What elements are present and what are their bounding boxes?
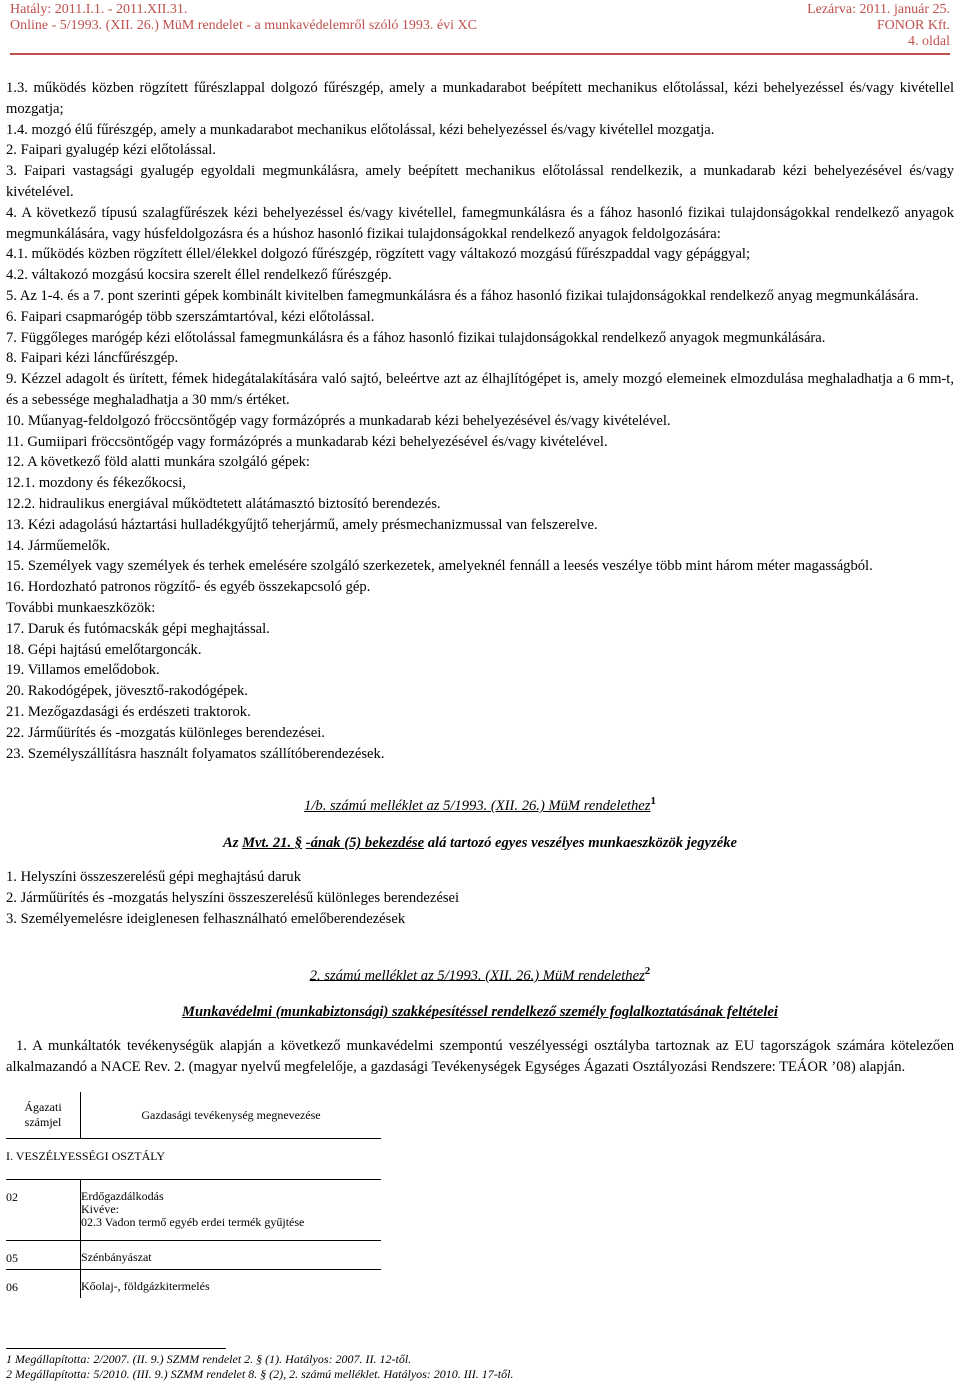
list-item: 22. Járműürítés és -mozgatás különleges berendezései. (6, 724, 325, 741)
annex-1b-heading (6, 790, 954, 817)
mvt-link[interactable]: Mvt. 21. § (242, 835, 303, 852)
annex-1a-list (6, 78, 954, 764)
list-item: 18. Gépi hajtású emelőtargoncák. (6, 641, 202, 658)
list-item: 12. A következő föld alatti munkára szolgáló gépek: (6, 454, 310, 471)
list-item: 4.1. működés közben rögzített éllel/élekkel dolgozó fűrészgép, rögzített vagy váltakozó mozgású fűrészpaddal vagy gépággyal; (6, 246, 751, 263)
list-item: 14. Járműemelők. (6, 537, 111, 554)
annex-2-paragraph: 1. A munkáltatók tevékenységük alapján a következő munkavédelmi szempontú veszélyességi osztályba tartoznak az EU tagországok számára kötelezően alkalmazandó a NACE Rev. 2. (magyar nyelvű megfelelője, a gazdasági Tevékenységek Egységes Ágazati Osztályozási Rendszere: TEÁOR ’08) alapján. (6, 1038, 954, 1076)
list-item: 10. Műanyag-feldolgozó fröccsöntőgép vagy formázóprés a munkadarab kézi behelyezésével és/vagy kivételével. (6, 412, 671, 429)
validity-text: Hatály: 2011.I.1. - 2011.XII.31. (10, 2, 188, 17)
paragraph-link[interactable]: -ának (5) bekezdése (305, 835, 425, 852)
header-divider (10, 53, 950, 55)
list-item: 20. Rakodógépek, jövesztő-rakodógépek. (6, 683, 248, 700)
footnote-2: 2 Megállapította: 5/2010. (III. 9.) SZMM rendelet 8. § (2), 2. számú melléklet. Hatályos: 2010. III. 17-től. (6, 1367, 514, 1381)
annex-1b-heading-text[interactable]: 1/b. számú melléklet az 5/1993. (XII. 26.) MüM rendelethez (304, 798, 651, 815)
header-code-line: számjel (24, 1115, 62, 1129)
table-row (6, 1180, 381, 1241)
annex-1b-item: 2. Járműürítés és -mozgatás helyszíni összeszerelésű különleges berendezései (6, 889, 460, 906)
list-item: 9. Kézzel adagolt és ürített, fémek hidegátalakítására való sajtó, beleértve azt az élhajlítógépet is, amely mozgó elemeinek elmozdulása meghaladhatja a 6 mm-t, és a sebessége meghaladhatja a 30 mm/s értéket. (6, 371, 954, 408)
document-body (6, 78, 954, 1298)
list-item: 3. Faipari vastagsági gyalugép egyoldali megmunkálásra, amely beépített mechanikus előtolással rendelkezik, a munkadarab kézi behelyezésével és/vagy kivételével. (6, 163, 954, 200)
list-item: 21. Mezőgazdasági és erdészeti traktorok. (6, 703, 251, 720)
footnote-ref-2[interactable]: 2 (644, 964, 651, 977)
list-item: 4.2. váltakozó mozgású kocsira szerelt éllel rendelkező fűrészgép. (6, 267, 392, 284)
title-rest: alá tartozó egyes veszélyes munkaeszközök jegyzéke (424, 835, 737, 852)
section-label: I. VESZÉLYESSÉGI OSZTÁLY (6, 1139, 381, 1180)
table-row (6, 1241, 381, 1270)
row-name-line: Erdőgazdálkodás (81, 1189, 164, 1203)
row-name-line: Kivéve: (81, 1202, 119, 1216)
header-right (807, 2, 950, 50)
row-code: 06 (6, 1270, 81, 1299)
footnote-ref-1[interactable]: 1 (650, 795, 656, 808)
row-name: Szénbányászat (81, 1241, 382, 1270)
annex-2-heading-text[interactable]: 2. számú melléklet az 5/1993. (XII. 26.) MüM rendelethez (309, 967, 645, 984)
list-item: 1.3. működés közben rögzített fűrészlappal dolgozó fűrészgép, amely a munkadarabot beépített mechanikus előtolással, kézi behelyezéssel és/vagy kivétellel mozgatja; (6, 80, 954, 117)
list-item: 2. Faipari gyalugép kézi előtolással. (6, 142, 216, 159)
closed-date: Lezárva: 2011. január 25. (807, 2, 950, 17)
list-item: 5. Az 1-4. és a 7. pont szerinti gépek kombinált kivitelben famegmunkálásra és a fához hasonló fizikai tulajdonságokkal rendelkező anyag megmunkálására. (6, 287, 919, 304)
annex-1b-title (6, 833, 954, 853)
nace-table (6, 1092, 381, 1298)
list-item: 11. Gumiipari fröccsöntőgép vagy formázóprés a munkadarab kézi behelyezésével és/vagy kivételével. (6, 433, 608, 450)
column-header-name: Gazdasági tevékenység megnevezése (81, 1092, 382, 1139)
row-code: 02 (6, 1180, 81, 1241)
list-item: 4. A következő típusú szalagfűrészek kézi behelyezéssel és/vagy kivétellel, famegmunkálásra és a fához hasonló fizikai tulajdonságokkal rendelkező anyagok megmunkálására, vagy húsfeldolgozásra és a húshoz hasonló fizikai tulajdonságokkal rendelkező anyagok feldolgozására: (6, 204, 954, 242)
page-number: 4. oldal (908, 34, 950, 49)
list-item: 7. Függőleges marógép kézi előtolással famegmunkálásra és a fához hasonló fizikai tulajdonságokkal rendelkező anyagok megmunkálására. (6, 329, 826, 346)
list-item: 19. Villamos emelődobok. (6, 662, 160, 679)
list-item: 23. Személyszállításra használt folyamatos szállítóberendezések. (6, 745, 385, 762)
list-item: 8. Faipari kézi láncfűrészgép. (6, 350, 179, 367)
footnote-divider (6, 1348, 226, 1349)
list-item: 12.2. hidraulikus energiával működtetett alátámasztó biztosító berendezés. (6, 495, 441, 512)
list-item: 6. Faipari csapmarógép több szerszámtartóval, kézi előtolással. (6, 308, 375, 325)
publisher: FONOR Kft. (876, 18, 950, 33)
table-row (6, 1270, 381, 1299)
row-name: Kőolaj-, földgázkitermelés (81, 1279, 210, 1293)
annex-1b-item: 1. Helyszíni összeszerelésű gépi meghajtású daruk (6, 869, 302, 886)
list-item: 16. Hordozható patronos rögzítő- és egyéb összekapcsoló gép. (6, 579, 371, 596)
list-item: 12.1. mozdony és fékezőkocsi, (6, 475, 186, 492)
document-title: Online - 5/1993. (XII. 26.) MüM rendelet - a munkavédelemről szóló 1993. évi XC (10, 18, 477, 33)
page-header (10, 2, 950, 54)
header-left (10, 2, 477, 34)
row-code: 05 (6, 1241, 81, 1270)
title-prefix: Az (223, 835, 243, 852)
list-item: 13. Kézi adagolású háztartási hulladékgyűjtő teherjármű, amely présmechanizmussal van felszerelve. (6, 516, 598, 533)
footnotes (6, 1352, 954, 1382)
list-item: 17. Daruk és futómacskák gépi meghajtással. (6, 620, 270, 637)
annex-2-heading (6, 960, 954, 987)
header-code-line: Ágazati (24, 1100, 62, 1114)
footnote-1: 1 Megállapította: 2/2007. (II. 9.) SZMM rendelet 2. § (1). Hatályos: 2007. II. 12-től. (6, 1352, 412, 1366)
table-section-row (6, 1139, 381, 1180)
annex-2-title: Munkavédelmi (munkabiztonsági) szakképesítéssel rendelkező személy foglalkoztatásának feltételei (182, 1004, 778, 1021)
row-name-line: 02.3 Vadon termő egyéb erdei termék gyűjtése (81, 1215, 305, 1229)
list-item: További munkaeszközök: (6, 599, 156, 616)
list-item: 15. Személyek vagy személyek és terhek emelésére szolgáló szerkezetek, amelyeknél fennáll a leesés veszélye több mint három méter magasságból. (6, 558, 873, 575)
row-name (81, 1180, 382, 1241)
table-header-row (6, 1092, 381, 1139)
list-item: 1.4. mozgó élű fűrészgép, amely a munkadarabot mechanikus előtolással, kézi behelyezéssel és/vagy kivétellel mozgatja. (6, 121, 715, 138)
annex-1b-item: 3. Személyemelésre ideiglenesen felhasználható emelőberendezések (6, 910, 406, 927)
column-header-code (6, 1092, 81, 1139)
